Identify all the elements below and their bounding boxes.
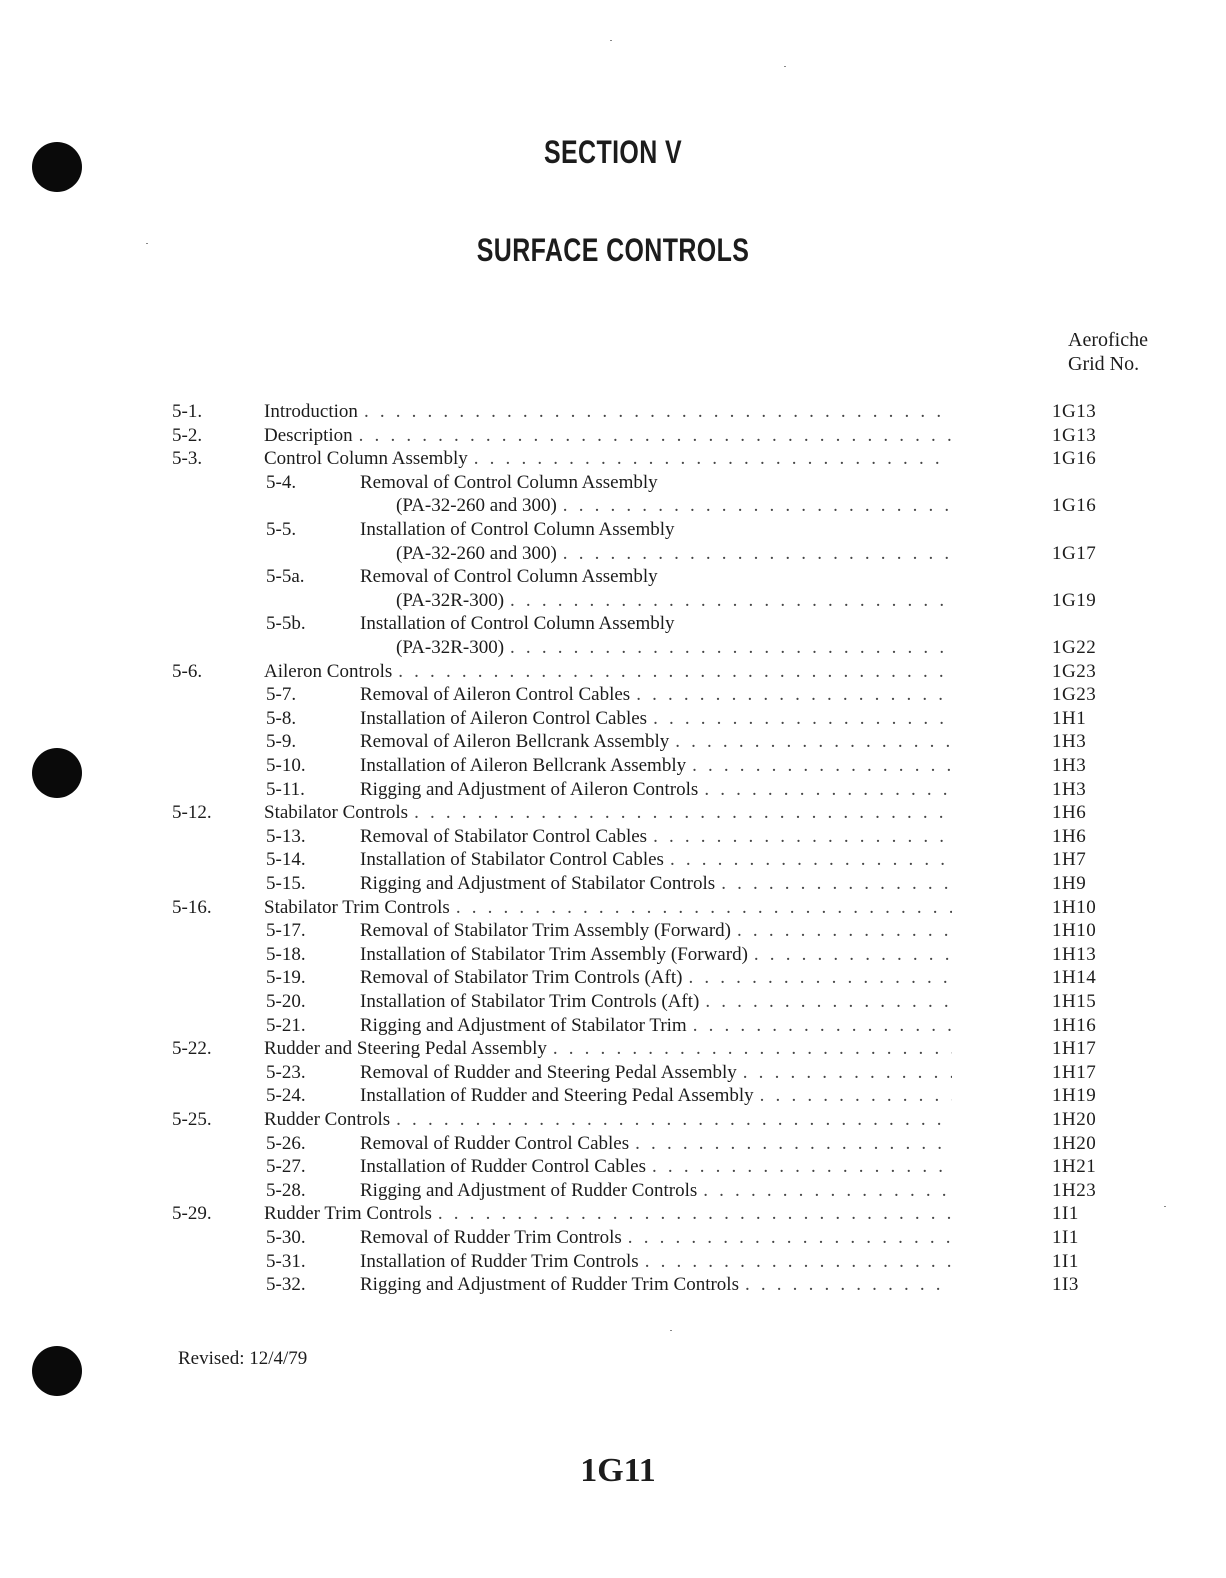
- toc-entry: [0, 424, 1226, 448]
- toc-leader: [264, 660, 952, 684]
- grid-column-header-line1: Aerofiche: [1068, 329, 1148, 351]
- toc-leader: [360, 943, 952, 967]
- dot-leader: [721, 872, 952, 896]
- toc-entry-continuation: [0, 494, 1226, 518]
- toc-grid-number: 1G23: [1052, 684, 1097, 706]
- toc-title: Rigging and Adjustment of Stabilator Controls: [360, 873, 716, 894]
- toc-grid-number: 1G16: [1052, 495, 1097, 517]
- dot-leader: [510, 636, 952, 660]
- toc-number: 5-22.: [172, 1038, 212, 1060]
- toc-grid-number: 1H23: [1052, 1179, 1097, 1201]
- grid-column-header: [1068, 328, 1148, 376]
- toc-entry: [0, 754, 1226, 778]
- toc-leader: [360, 1061, 952, 1085]
- toc-title: Installation of Stabilator Trim Assembly (Forward): [360, 943, 748, 965]
- toc-subnumber: 5-10.: [266, 755, 306, 776]
- dot-leader: [692, 754, 952, 778]
- toc-title: Installation of Control Column Assembly: [360, 519, 675, 540]
- toc-title: Installation of Stabilator Trim Controls (Aft): [360, 991, 700, 1012]
- toc-entry-continuation: [0, 589, 1226, 613]
- toc-subnumber: 5-5.: [266, 519, 297, 540]
- toc-leader: [264, 400, 952, 424]
- dot-leader: [675, 730, 952, 754]
- toc-number: 5-3.: [172, 448, 203, 470]
- toc-title: Rigging and Adjustment of Rudder Trim Controls: [360, 1274, 739, 1296]
- toc-leader: [360, 1014, 952, 1038]
- toc-grid-number: 1I1: [1052, 1250, 1079, 1272]
- toc-title: Removal of Control Column Assembly: [360, 566, 658, 588]
- toc-subnumber: 5-11.: [266, 778, 305, 800]
- toc-title: Installation of Rudder Control Cables: [360, 1156, 647, 1178]
- dot-leader: [688, 966, 952, 990]
- toc-leader: [360, 1084, 952, 1108]
- toc-subnumber: 5-21.: [266, 1014, 306, 1036]
- toc-entry: [0, 400, 1226, 424]
- toc-subnumber: 5-14.: [266, 849, 306, 871]
- toc-number: 5-12.: [172, 802, 212, 824]
- toc-entry: [0, 471, 1226, 495]
- toc-leader: [264, 447, 952, 471]
- toc-number: 5-29.: [172, 1203, 212, 1225]
- toc-subnumber: 5-18.: [266, 943, 306, 965]
- toc-grid-number: 1H3: [1052, 778, 1087, 800]
- toc-entry: [0, 801, 1226, 825]
- toc-title-continuation: (PA-32-260 and 300): [396, 495, 557, 517]
- toc-leader: [360, 683, 952, 707]
- toc-grid-number: 1H20: [1052, 1109, 1097, 1130]
- dot-leader: [652, 1155, 952, 1179]
- toc-title: Introduction: [264, 401, 358, 422]
- toc-entry: [0, 1273, 1226, 1297]
- toc-title: Installation of Rudder and Steering Pedal Assembly: [360, 1085, 754, 1107]
- toc-leader: [264, 424, 952, 448]
- toc-leader: [360, 1132, 952, 1156]
- revision-date: Revised: 12/4/79: [178, 1348, 308, 1369]
- dot-leader: [743, 1061, 952, 1085]
- toc-subnumber: 5-27.: [266, 1156, 306, 1178]
- toc-leader: [360, 919, 952, 943]
- toc-entry: [0, 612, 1226, 636]
- page-title: SURFACE CONTROLS: [476, 232, 750, 268]
- toc-title: Aileron Controls: [264, 660, 393, 682]
- toc-title: Installation of Control Column Assembly: [360, 613, 675, 635]
- toc-entry: [0, 1037, 1226, 1061]
- toc-subnumber: 5-32.: [266, 1274, 306, 1296]
- dot-leader: [745, 1273, 952, 1297]
- toc-title: Rudder and Steering Pedal Assembly: [264, 1038, 547, 1060]
- toc-leader: [264, 1202, 952, 1226]
- toc-entry: [0, 1179, 1226, 1203]
- toc-grid-number: 1G23: [1052, 660, 1097, 682]
- toc-grid-number: 1H3: [1052, 755, 1087, 776]
- toc-title: Rudder Controls: [264, 1109, 391, 1130]
- dot-leader: [398, 660, 952, 684]
- toc-leader: [360, 966, 952, 990]
- dot-leader: [636, 683, 952, 707]
- dot-leader: [510, 589, 952, 613]
- toc-entry: [0, 943, 1226, 967]
- toc-leader: [264, 1037, 952, 1061]
- toc-leader: [360, 872, 952, 896]
- toc-grid-number: 1H3: [1052, 731, 1087, 753]
- toc-subnumber: 5-15.: [266, 873, 306, 894]
- toc-grid-number: 1H21: [1052, 1156, 1097, 1178]
- toc-title: Installation of Aileron Bellcrank Assembly: [360, 755, 687, 776]
- toc-entry: [0, 518, 1226, 542]
- toc-subnumber: 5-17.: [266, 920, 306, 942]
- toc-title: Rudder Trim Controls: [264, 1203, 432, 1225]
- toc-leader: [396, 542, 952, 566]
- toc-number: 5-16.: [172, 896, 212, 918]
- toc-leader: [360, 778, 952, 802]
- toc-grid-number: 1H13: [1052, 943, 1097, 965]
- toc-leader: [264, 896, 952, 920]
- toc-title: Stabilator Trim Controls: [264, 896, 450, 918]
- toc-grid-number: 1G17: [1052, 542, 1097, 564]
- toc-title: Removal of Control Column Assembly: [360, 471, 658, 493]
- toc-leader: [360, 1250, 952, 1274]
- toc-subnumber: 5-28.: [266, 1179, 306, 1201]
- toc-subnumber: 5-8.: [266, 707, 297, 729]
- dot-leader: [754, 943, 952, 967]
- toc-grid-number: 1H17: [1052, 1038, 1097, 1060]
- scan-speck: [784, 66, 786, 67]
- toc-leader: [360, 1226, 952, 1250]
- toc-entry: [0, 848, 1226, 872]
- dot-leader: [359, 424, 952, 448]
- dot-leader: [703, 1179, 952, 1203]
- dot-leader: [653, 707, 952, 731]
- toc-entry: [0, 1155, 1226, 1179]
- toc-title: Rigging and Adjustment of Rudder Controls: [360, 1179, 698, 1201]
- toc-grid-number: 1G19: [1052, 589, 1097, 611]
- toc-entry: [0, 872, 1226, 896]
- dot-leader: [396, 1108, 952, 1132]
- toc-entry: [0, 1084, 1226, 1108]
- dot-leader: [628, 1226, 952, 1250]
- dot-leader: [553, 1037, 952, 1061]
- toc-title: Removal of Rudder Control Cables: [360, 1132, 630, 1154]
- toc-leader: [264, 801, 952, 825]
- toc-leader: [360, 707, 952, 731]
- scan-speck: [610, 40, 612, 41]
- toc-title: Rigging and Adjustment of Stabilator Trim: [360, 1014, 687, 1036]
- toc-title: Removal of Rudder Trim Controls: [360, 1227, 622, 1248]
- toc-grid-number: 1I1: [1052, 1227, 1079, 1248]
- toc-number: 5-6.: [172, 660, 203, 682]
- toc-leader: [360, 848, 952, 872]
- scan-speck: [670, 1330, 672, 1331]
- toc-grid-number: 1H10: [1052, 920, 1097, 942]
- dot-leader: [760, 1084, 952, 1108]
- toc-title: Removal of Aileron Bellcrank Assembly: [360, 731, 670, 753]
- toc-entry: [0, 1226, 1226, 1250]
- toc-grid-number: 1H15: [1052, 991, 1097, 1012]
- toc-grid-number: 1H7: [1052, 849, 1087, 871]
- toc-subnumber: 5-5b.: [266, 613, 306, 635]
- dot-leader: [563, 494, 952, 518]
- dot-leader: [438, 1202, 952, 1226]
- toc-title: Installation of Aileron Control Cables: [360, 707, 648, 729]
- toc-leader: [396, 636, 952, 660]
- toc-number: 5-25.: [172, 1109, 212, 1130]
- dot-leader: [414, 801, 952, 825]
- toc-subnumber: 5-13.: [266, 825, 306, 847]
- toc-grid-number: 1G13: [1052, 424, 1097, 446]
- dot-leader: [563, 542, 952, 566]
- toc-entry: [0, 683, 1226, 707]
- toc-title: Removal of Aileron Control Cables: [360, 684, 631, 706]
- toc-entry: [0, 565, 1226, 589]
- toc-grid-number: 1H14: [1052, 967, 1097, 989]
- toc-entry-continuation: [0, 542, 1226, 566]
- dot-leader: [704, 778, 952, 802]
- toc-grid-number: 1I3: [1052, 1274, 1079, 1296]
- toc-title: Control Column Assembly: [264, 448, 468, 470]
- toc-grid-number: 1H6: [1052, 802, 1087, 824]
- toc-grid-number: 1H17: [1052, 1061, 1097, 1083]
- toc-grid-number: 1I1: [1052, 1203, 1079, 1225]
- toc-leader: [360, 825, 952, 849]
- dot-leader: [474, 447, 952, 471]
- toc-leader: [360, 1273, 952, 1297]
- toc-entry: [0, 966, 1226, 990]
- dot-leader: [705, 990, 952, 1014]
- toc-entry: [0, 1014, 1226, 1038]
- dot-leader: [635, 1132, 952, 1156]
- toc-entry: [0, 825, 1226, 849]
- toc-title: Removal of Stabilator Trim Controls (Aft): [360, 967, 683, 989]
- toc-title-continuation: (PA-32R-300): [396, 589, 505, 611]
- toc-subnumber: 5-9.: [266, 731, 297, 753]
- toc-entry: [0, 990, 1226, 1014]
- toc-subnumber: 5-31.: [266, 1250, 306, 1272]
- toc-entry-continuation: [0, 636, 1226, 660]
- dot-leader: [456, 896, 952, 920]
- toc-grid-number: 1H16: [1052, 1014, 1097, 1036]
- toc-entry: [0, 1202, 1226, 1226]
- toc-title: Installation of Stabilator Control Cables: [360, 849, 664, 871]
- toc-subnumber: 5-26.: [266, 1132, 306, 1154]
- toc-subnumber: 5-7.: [266, 684, 297, 706]
- toc-leader: [360, 1155, 952, 1179]
- toc-subnumber: 5-4.: [266, 471, 297, 493]
- toc-subnumber: 5-30.: [266, 1227, 306, 1248]
- toc-title-continuation: (PA-32-260 and 300): [396, 542, 557, 564]
- toc-title: Removal of Stabilator Trim Assembly (Forward): [360, 920, 732, 942]
- dot-leader: [737, 919, 952, 943]
- dot-leader: [364, 400, 952, 424]
- dot-leader: [645, 1250, 952, 1274]
- toc-grid-number: 1H19: [1052, 1085, 1097, 1107]
- punch-hole-top: [32, 142, 82, 192]
- toc-grid-number: 1H10: [1052, 896, 1097, 918]
- dot-leader: [670, 848, 952, 872]
- toc-entry: [0, 660, 1226, 684]
- toc-number: 5-2.: [172, 424, 203, 446]
- toc-title: Removal of Stabilator Control Cables: [360, 825, 648, 847]
- toc-grid-number: 1H1: [1052, 707, 1087, 729]
- toc-entry: [0, 1108, 1226, 1132]
- toc-grid-number: 1G13: [1052, 401, 1097, 422]
- toc-entry: [0, 447, 1226, 471]
- toc-leader: [396, 494, 952, 518]
- toc-leader: [360, 730, 952, 754]
- toc-entry: [0, 1061, 1226, 1085]
- toc-subnumber: 5-24.: [266, 1085, 306, 1107]
- toc-subnumber: 5-19.: [266, 967, 306, 989]
- toc-leader: [264, 1108, 952, 1132]
- toc-title: Stabilator Controls: [264, 802, 409, 824]
- toc-entry: [0, 1250, 1226, 1274]
- dot-leader: [693, 1014, 952, 1038]
- toc-entry: [0, 707, 1226, 731]
- toc-leader: [360, 754, 952, 778]
- toc-title: Installation of Rudder Trim Controls: [360, 1250, 639, 1272]
- toc-subnumber: 5-5a.: [266, 566, 305, 588]
- toc-leader: [360, 1179, 952, 1203]
- punch-hole-bottom: [32, 1346, 82, 1396]
- toc-grid-number: 1H9: [1052, 873, 1087, 894]
- toc-leader: [396, 589, 952, 613]
- toc-title: Description: [264, 424, 353, 446]
- toc-entry: [0, 1132, 1226, 1156]
- toc-grid-number: 1G22: [1052, 637, 1097, 658]
- page-number: 1G11: [580, 1452, 656, 1489]
- toc-title-continuation: (PA-32R-300): [396, 637, 505, 658]
- toc-entry: [0, 778, 1226, 802]
- toc-grid-number: 1H20: [1052, 1132, 1097, 1154]
- toc-title: Removal of Rudder and Steering Pedal Assembly: [360, 1061, 737, 1083]
- toc-entry: [0, 896, 1226, 920]
- grid-column-header-line2: Grid No.: [1068, 353, 1140, 375]
- toc-subnumber: 5-23.: [266, 1061, 306, 1083]
- toc-grid-number: 1G16: [1052, 448, 1097, 470]
- toc-entry: [0, 919, 1226, 943]
- dot-leader: [653, 825, 952, 849]
- toc-grid-number: 1H6: [1052, 825, 1087, 847]
- toc-title: Rigging and Adjustment of Aileron Controls: [360, 778, 699, 800]
- toc-subnumber: 5-20.: [266, 991, 306, 1012]
- toc-number: 5-1.: [172, 401, 203, 422]
- toc-entry: [0, 730, 1226, 754]
- section-heading: SECTION V: [543, 134, 683, 170]
- toc-leader: [360, 990, 952, 1014]
